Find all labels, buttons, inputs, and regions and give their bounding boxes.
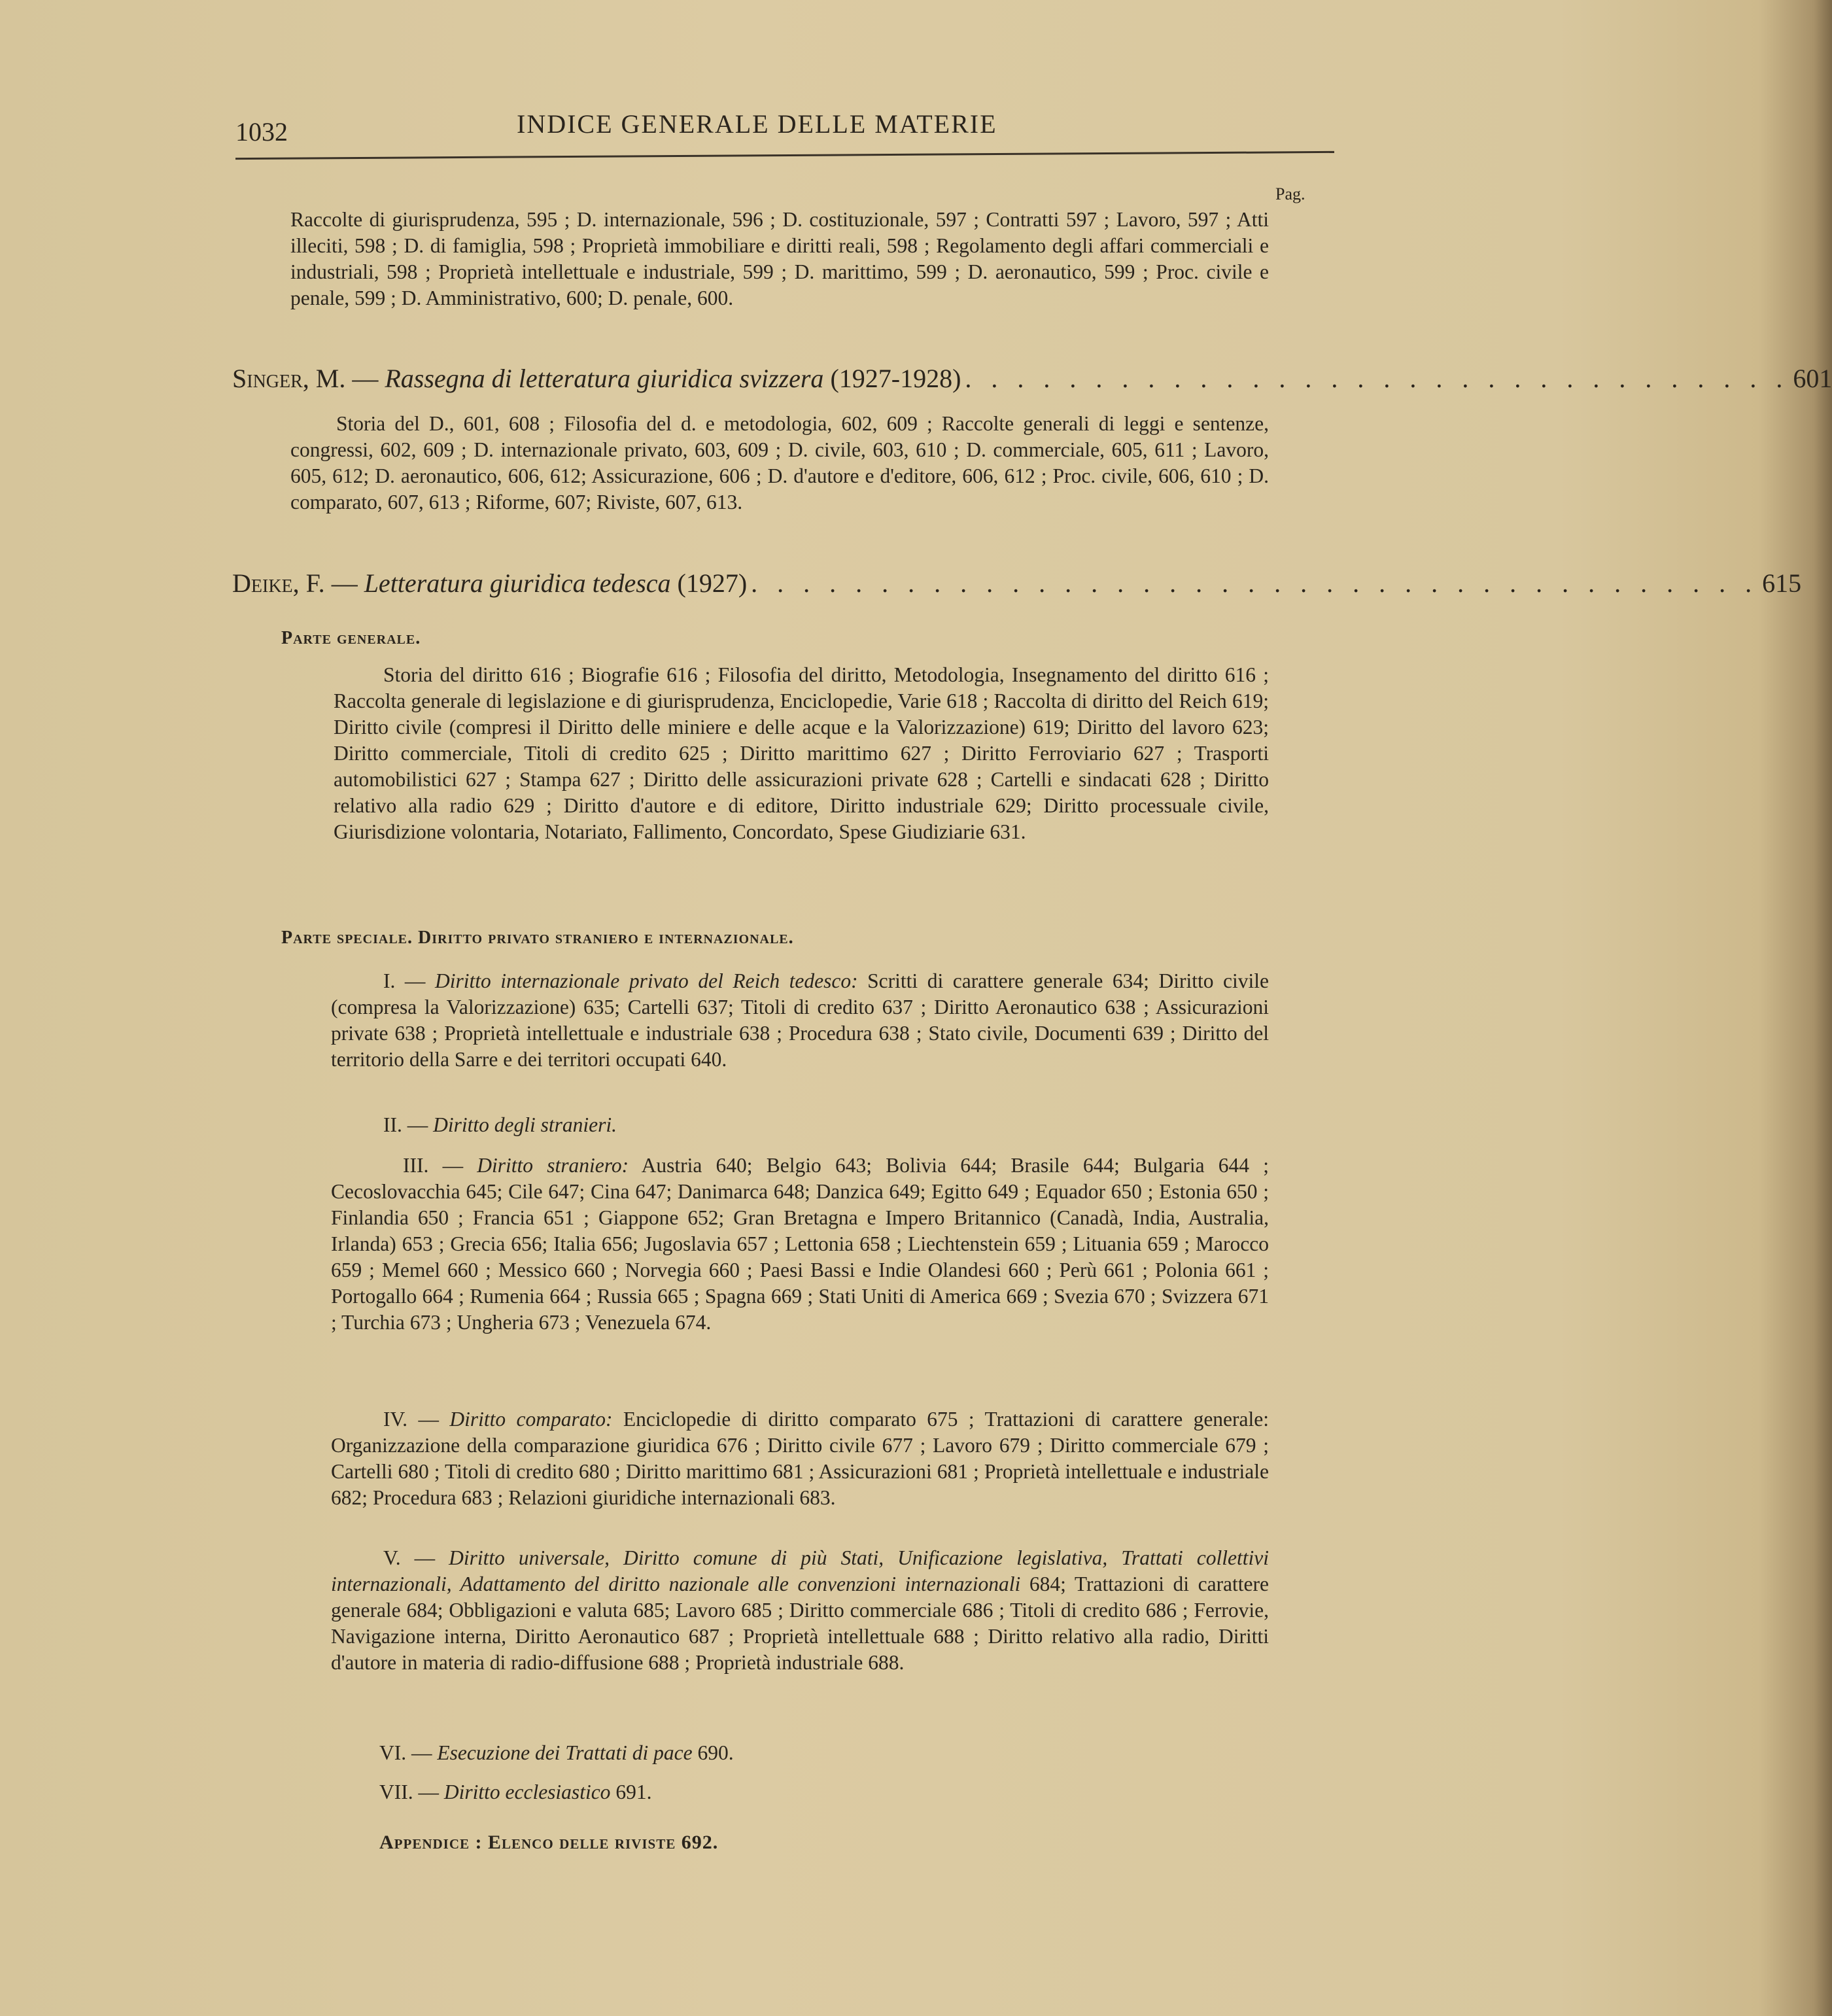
appendice: Appendice : Elenco delle riviste 692. bbox=[379, 1832, 719, 1853]
running-title: INDICE GENERALE DELLE MATERIE bbox=[517, 109, 997, 139]
entry-author: Deike, F. bbox=[232, 568, 325, 598]
item-text: Austria 640; Belgio 643; Bolivia 644; Brasile 644; Bulgaria 644 ; Cecoslovacchia 645; Cile 647; Cina 647; Danimarca 648; Danzica 649; Egitto 649 ; Equador 650 ; Estonia 650 ; Finlandia 650 ; Francia 651 ; Giappone 652; Gran Bretagna e Impero Britannico (Canadà, India, Australia, Irlanda) 653 ; Grecia 656; Italia 656; Jugoslavia 657 ; Lettonia 658 ; Liechtenstein 659 ; Lituania 659 ; Marocco 659 ; Memel 660 ; Messico 660 ; Norvegia 660 ; Paesi Bassi e Indie Olandesi 660 ; Perù 661 ; Polonia 661 ; Portogallo 664 ; Rumenia 664 ; Russia 665 ; Spagna 669 ; Stati Uniti di America 669 ; Svezia 670 ; Svizzera 671 ; Turchia 673 ; Ungheria 673 ; Venezuela 674. bbox=[331, 1154, 1269, 1334]
item-num: VII. — bbox=[379, 1781, 444, 1803]
entry-page: 615 bbox=[1762, 568, 1802, 598]
entry-dash: — bbox=[324, 568, 364, 598]
item-title: Diritto universale, Diritto comune di più Stati, Unificazione legislativa, Trattati collettivi internazionali, Adattamento del diritto nazionale alle convenzioni internazionali bbox=[331, 1546, 1269, 1595]
item-num: III. — bbox=[403, 1154, 477, 1177]
entry-title: Letteratura giuridica tedesca bbox=[364, 568, 671, 598]
leader-dots: . . . . . . . . . . . . . . . . . . . . . . . . . . . . . . . . bbox=[965, 364, 1789, 393]
item-title: Diritto comparato: bbox=[449, 1408, 613, 1431]
item-text: 684; Trattazioni di carattere generale 684; Obbligazioni e valuta 685; Lavoro 685 ; Diritto commerciale 686 ; Titoli di credito 686 ; Ferrovie, Navigazione interna, Diritto Aeronautico 687 ; Proprietà intellettuale 688 ; Diritto relativo alla radio, Diritti d'autore in materia di radio-diffusione 688 ; Proprietà industriale 688. bbox=[331, 1573, 1269, 1674]
item-title: Diritto straniero: bbox=[477, 1154, 629, 1177]
item-num: II. — bbox=[383, 1113, 434, 1136]
entry-author: Singer, M. bbox=[232, 364, 346, 393]
entry-years: (1927) bbox=[670, 568, 748, 598]
item-num: VI. — bbox=[379, 1741, 438, 1764]
item-title: Esecuzione dei Trattati di pace bbox=[437, 1741, 693, 1764]
entry-dash: — bbox=[345, 364, 385, 393]
pag-label: Pag. bbox=[1275, 184, 1305, 203]
entry-title: Rassegna di letteratura giuridica svizzera bbox=[385, 364, 824, 393]
speciale-item-6 bbox=[379, 1740, 734, 1766]
intro-paragraph: Raccolte di giurisprudenza, 595 ; D. internazionale, 596 ; D. costituzionale, 597 ; Contratti 597 ; Lavoro, 597 ; Atti illeciti, 598 ; D. di famiglia, 598 ; Proprietà immobiliare e diritti reali, 598 ; Regolamento degli affari commerciali e industriali, 598 ; Proprietà intellettuale e industriale, 599 ; D. marittimo, 599 ; D. aeronautico, 599 ; Proc. civile e penale, 599 ; D. Amministrativo, 600; D. penale, 600. bbox=[290, 208, 1269, 309]
item-title: Diritto ecclesiastico bbox=[443, 1781, 611, 1803]
speciale-item-3 bbox=[331, 1153, 1269, 1336]
parte-speciale-heading: Parte speciale. Diritto privato straniero e internazionale. bbox=[281, 928, 794, 948]
entry-singer bbox=[232, 363, 1832, 394]
item-num: IV. — bbox=[383, 1408, 450, 1431]
parte-generale-text: Storia del diritto 616 ; Biografie 616 ; Filosofia del diritto, Metodologia, Insegnamento del diritto 616 ; Raccolta generale di legislazione e di giurisprudenza, Enciclopedie, Varie 618 ; Raccolta di diritto del Reich 619; Diritto civile (compresi il Diritto delle miniere e delle acque e la Valorizzazione) 619; Diritto del lavoro 623; Diritto commerciale, Titoli di credito 625 ; Diritto marittimo 627 ; Diritto Ferroviario 627 ; Trasporti automobilistici 627 ; Stampa 627 ; Diritto delle assicurazioni private 628 ; Cartelli e sindacati 628 ; Diritto relativo alla radio 629 ; Diritto d'autore e di editore, Diritto industriale 629; Diritto processuale civile, Giurisdizione volontaria, Notariato, Fallimento, Concordato, Spese Giudiziarie 631. bbox=[334, 663, 1269, 843]
speciale-item-5 bbox=[331, 1545, 1269, 1676]
entry-singer-text: Storia del D., 601, 608 ; Filosofia del d. e metodologia, 602, 609 ; Raccolte generali di leggi e sentenze, congressi, 602, 609 ; D. internazionale privato, 603, 609 ; D. civile, 603, 610 ; D. commerciale, 605, 611 ; Lavoro, 605, 612; D. aeronautico, 606, 612; Assicurazione, 606 ; D. d'autore e d'editore, 606, 612 ; Proc. civile, 606, 610 ; D. comparato, 607, 613 ; Riforme, 607; Riviste, 607, 613. bbox=[290, 412, 1269, 513]
speciale-item-1 bbox=[331, 968, 1269, 1073]
item-text: 691. bbox=[610, 1781, 652, 1803]
item-text: Enciclopedie di diritto comparato 675 ; Trattazioni di carattere generale: Organizzazione della comparazione giuridica 676 ; Diritto civile 677 ; Lavoro 679 ; Diritto commerciale 679 ; Cartelli 680 ; Titoli di credito 680 ; Diritto marittimo 681 ; Assicurazioni 681 ; Proprietà intellettuale e industriale 682; Procedura 683 ; Relazioni giuridiche internazionali 683. bbox=[331, 1408, 1269, 1509]
item-num: I. — bbox=[383, 969, 435, 992]
header-rule bbox=[235, 151, 1334, 160]
item-title: Diritto internazionale privato del Reich tedesco: bbox=[434, 969, 858, 992]
entry-page: 601 bbox=[1793, 364, 1832, 393]
parte-generale-heading: Parte generale. bbox=[281, 628, 421, 648]
item-text: 690. bbox=[692, 1741, 734, 1764]
item-text: Scritti di carattere generale 634; Diritto civile (compresa la Valorizzazione) 635; Cartelli 637; Titoli di credito 637 ; Diritto Aeronautico 638 ; Assicurazioni private 638 ; Proprietà intellettuale e industriale 638 ; Procedura 638 ; Stato civile, Documenti 639 ; Diritto del territorio della Sarre e dei territori occupati 640. bbox=[331, 969, 1269, 1071]
entry-years: (1927-1928) bbox=[823, 364, 961, 393]
speciale-item-4 bbox=[331, 1406, 1269, 1511]
page-number: 1032 bbox=[235, 117, 288, 147]
speciale-item-2 bbox=[383, 1112, 617, 1138]
speciale-item-7 bbox=[379, 1779, 651, 1805]
entry-deike bbox=[232, 568, 1802, 599]
item-num: V. — bbox=[383, 1546, 449, 1569]
item-title: Diritto degli stranieri. bbox=[433, 1113, 617, 1136]
leader-dots: . . . . . . . . . . . . . . . . . . . . . . . . . . . . . . . . . . . . . . . bbox=[751, 568, 1759, 598]
